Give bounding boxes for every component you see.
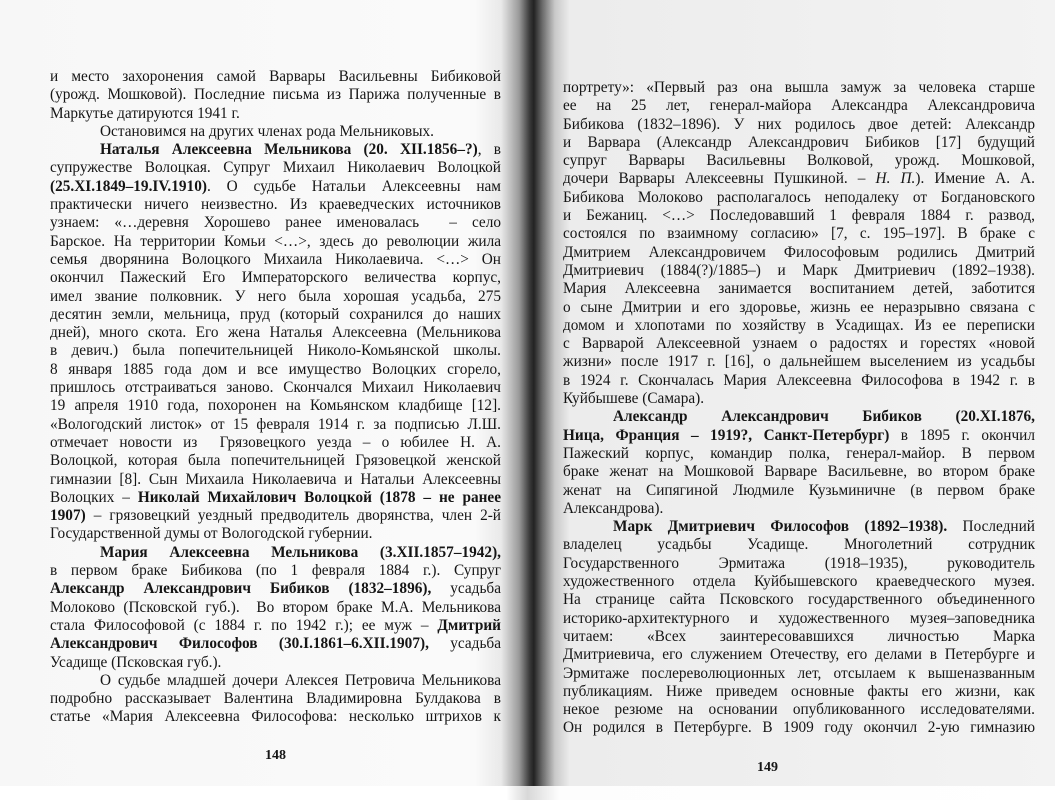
bold-text: Наталья Алексеевна Мельникова (20. XII.1856–?) — [100, 141, 478, 159]
text-line — [50, 525, 501, 543]
text-line — [563, 665, 1035, 683]
text: – грязовецкий уездный предводитель дворянства, член 2-й — [85, 507, 501, 525]
text: Дмитриевич (1884(?)/1885–) и Марк Дмитриевич (1892–1938). — [563, 261, 1035, 279]
text-line — [50, 690, 501, 708]
text: . О судьбе Натальи Алексеевны нам — [206, 177, 501, 195]
left-page-text — [50, 68, 501, 727]
text-line — [50, 105, 501, 123]
text: На странице сайта Псковского государственного объединенного — [563, 591, 1035, 609]
text-line — [563, 408, 1035, 426]
text: владелец усадьбы Усадище. Многолетний сотрудник — [563, 536, 1035, 554]
text-line — [563, 244, 1035, 262]
text-line — [50, 599, 501, 617]
text: 8 января 1885 года дом и все имущество Волоцких сгорело, — [50, 360, 501, 378]
text: (урожд. Мошковой). Последние письма из Парижа полученные в — [50, 86, 501, 104]
text-line — [563, 170, 1035, 188]
text: в 1895 г. окончил — [889, 426, 1036, 444]
text-line — [563, 225, 1035, 243]
bold-text: 1907) — [50, 507, 86, 525]
text: 19 апреля 1910 года, похоронен на Комьянском кладбище [12]. — [50, 397, 501, 415]
text-line — [50, 178, 501, 196]
text-line — [50, 251, 501, 269]
text-line — [563, 482, 1035, 500]
text-line — [50, 123, 501, 141]
text: женат на Сипягиной Людмиле Кузьминичне (в первом браке — [563, 481, 1035, 499]
text: подробно рассказывает Валентина Владимировна Булдакова в — [50, 690, 501, 708]
text-line — [563, 353, 1035, 371]
text-line — [50, 68, 501, 86]
text: Волоцких – — [50, 488, 138, 506]
text: читаем: «Всех заинтересовавшихся личностью Марка — [563, 627, 1035, 645]
text-line — [50, 86, 501, 104]
text: ). Имение А. А. — [915, 170, 1036, 188]
text-line — [563, 610, 1035, 628]
text: домом и хлопотами по хозяйству в Усадищах. Из ее переписки — [563, 316, 1035, 334]
text: публикациям. Ниже приведем основные факты его жизни, как — [563, 682, 1035, 700]
text: Дмитрием Александровичем Философовым родились Дмитрий — [563, 243, 1035, 261]
text-line — [563, 591, 1035, 609]
scan-bottom-edge — [0, 786, 1055, 800]
text: семья дворянина Волоцкого Михаила Николаевича. <…> Он — [50, 250, 501, 268]
bold-text: Ница, Франция – 1919?, Санкт-Петербург) — [563, 426, 890, 444]
text-line — [563, 445, 1035, 463]
text: гимназии [8]. Сын Михаила Николаевича и Натальи Алексеевны — [50, 470, 501, 488]
text: и Варвара (Александр Александрович Бибиков [17] будущий — [563, 133, 1035, 151]
text: практически ничего неизвестно. Из краеведческих источников — [50, 196, 501, 214]
text-line — [50, 141, 501, 159]
text-line — [563, 719, 1035, 737]
text-line — [50, 471, 501, 489]
text: ее на 25 лет, генерал-майора Александра Александровича — [563, 97, 1035, 115]
text: Молоково (Псковской губ.). Во втором браке М.А. Мельникова — [50, 598, 501, 616]
text: Бибикова (1832–1896). У них родилось двое детей: Александр — [563, 115, 1035, 133]
bold-text: Марк Дмитриевич Философов (1892–1938). — [613, 518, 948, 536]
text-line — [563, 116, 1035, 134]
text: Остановимся на других членах рода Мельниковых. — [100, 122, 434, 140]
text: Государственного Эрмитажа (1918–1935), руководитель — [563, 554, 1035, 572]
text: Волоцкой, которая была попечительницей Грязовецкой женской — [50, 452, 501, 470]
text: Дмитриевича, его служением Отечеству, его делами в Петербурге и — [563, 646, 1035, 664]
text: окончил Пажеский Его Императорского величества корпус, — [50, 269, 501, 287]
text: стала Философовой (с 1884 г. по 1942 г.); ее муж – — [50, 616, 438, 634]
text: «Вологодский листок» от 15 февраля 1914 г. за подписью Л.Ш. — [50, 415, 501, 433]
text: отмечает новости из Грязовецкого уезда – о юбилее Н. А. — [50, 433, 501, 451]
text: , в — [477, 141, 501, 159]
text: супружестве Волоцкая. Супруг Михаил Николаевич Волоцкой — [50, 159, 501, 177]
text-line — [50, 654, 501, 672]
text-line — [563, 207, 1035, 225]
text: узнаем: «…деревня Хорошево ранее именовалась – село — [50, 214, 501, 232]
text-line — [563, 134, 1035, 152]
bold-text: Александрович Философов (30.I.1861–6.XII.1907), — [50, 635, 429, 653]
text-line — [563, 372, 1035, 390]
bold-text: Александр Александрович Бибиков (20.XI.1876, — [613, 408, 1035, 426]
text: жизни» после 1917 г. [16], о дальнейшем выселением из усадьбы — [563, 353, 1035, 371]
text-line — [563, 299, 1035, 317]
text-line — [50, 507, 501, 525]
text-line — [50, 635, 501, 653]
text: историко-архитектурного и художественного музея–заповедника — [563, 609, 1035, 627]
text: в первом браке Бибикова (по 1 февраля 1884 г.). Супруг — [50, 562, 501, 580]
bold-text: Дмитрий — [437, 616, 501, 634]
text-line — [50, 159, 501, 177]
page-number-left: 148 — [265, 748, 286, 763]
text-line — [50, 416, 501, 434]
right-page-text — [563, 79, 1035, 738]
text: портрету»: «Первый раз она вышла замуж за человека старше — [563, 79, 1035, 96]
text-line — [50, 269, 501, 287]
text: дочери Варвары Алексеевны Пушкиной. – — [563, 170, 876, 188]
text-line — [563, 701, 1035, 719]
text: браке женат на Мошковой Варваре Васильевне, во втором браке — [563, 463, 1035, 481]
text-line — [50, 562, 501, 580]
text-line — [563, 152, 1035, 170]
text-line — [563, 97, 1035, 115]
text-line — [50, 708, 501, 726]
text-line — [563, 573, 1035, 591]
text-line — [50, 452, 501, 470]
text-line — [50, 489, 501, 507]
italic-text: Н. П. — [875, 170, 916, 188]
text-line — [50, 324, 501, 342]
text-line — [50, 379, 501, 397]
text-line — [563, 427, 1035, 445]
text-line — [563, 683, 1035, 701]
text: Куйбышеве (Самара). — [563, 390, 705, 408]
text: О судьбе младшей дочери Алексея Петровича Мельникова — [100, 671, 501, 689]
text: статье «Мария Алексеевна Философова: несколько штрихов к — [50, 708, 501, 726]
text-line — [563, 390, 1035, 408]
text-line — [50, 434, 501, 452]
text: Барское. На территории Комьи <…>, здесь до революции жила — [50, 232, 501, 250]
text-line — [563, 189, 1035, 207]
text-line — [563, 646, 1035, 664]
text: и место захоронения самой Варвары Васильевны Бибиковой — [50, 68, 501, 85]
text: Пажеский корпус, командир полка, генерал-майор. В первом — [563, 444, 1035, 462]
text: Бибикова Молоково располагалось неподалеку от Богдановского — [563, 188, 1035, 206]
text: с Варварой Алексеевной узнаем о радостях и горестях «новой — [563, 335, 1035, 353]
text-line — [50, 361, 501, 379]
page-number-right: 149 — [757, 760, 778, 775]
text: дней), много скота. Его жена Наталья Алексеевна (Мельникова — [50, 324, 501, 342]
text: в девич.) была попечительницей Николо-Комьянской школы. — [50, 342, 501, 360]
text: о сыне Дмитрии и его здоровье, жизнь ее неразрывно связана с — [563, 298, 1035, 316]
text-line — [563, 463, 1035, 481]
text-line — [50, 342, 501, 360]
text-line — [563, 555, 1035, 573]
text-line — [563, 280, 1035, 298]
text: супруг Варвары Васильевны Волковой, урожд. Мошковой, — [563, 152, 1035, 170]
bold-text: Александр Александрович Бибиков (1832–1896), — [50, 580, 432, 598]
text-line — [563, 335, 1035, 353]
text: десятин земли, мельница, пруд (который сохранился до наших — [50, 305, 501, 323]
text-line — [563, 79, 1035, 97]
text-line — [50, 580, 501, 598]
text-line — [563, 500, 1035, 518]
text-line — [50, 306, 501, 324]
text: имел звание полковник. У него была хорошая усадьба, 275 — [50, 287, 501, 305]
text-line — [563, 262, 1035, 280]
text: Усадище (Псковская губ.). — [50, 653, 222, 671]
text-line — [563, 536, 1035, 554]
text: Государственной думы от Вологодской губернии. — [50, 525, 373, 543]
text: Мария Алексеевна занимается воспитанием детей, заботится — [563, 280, 1035, 298]
text-line — [50, 672, 501, 690]
text-line — [50, 544, 501, 562]
text-line — [50, 288, 501, 306]
text: в 1924 г. Скончалась Мария Алексеевна Философова в 1942 г. в — [563, 371, 1035, 389]
bold-text: Николай Михайлович Волоцкой (1878 – не ранее — [137, 488, 501, 506]
bold-text: Мария Алексеевна Мельникова (3.XII.1857–1942), — [100, 543, 501, 561]
text-line — [50, 196, 501, 214]
text: состоялся по взаимному согласию» [7, с. 195–197]. В браке с — [563, 225, 1035, 243]
text: художественного отдела Куйбышевского краеведческого музея. — [563, 573, 1035, 591]
text: некое резюме на основании опубликованного исследователями. — [563, 701, 1035, 719]
bold-text: (25.XI.1849–19.IV.1910) — [50, 177, 207, 195]
text: Последний — [947, 518, 1035, 536]
text: усадьба — [428, 635, 501, 653]
text: Он родился в Петербурге. В 1909 году окончил 2-ую гимназию — [563, 719, 1035, 737]
text-line — [50, 233, 501, 251]
text-line — [50, 617, 501, 635]
text-line — [50, 397, 501, 415]
text: Маркутье датируются 1941 г. — [50, 104, 240, 122]
text: и Бежаниц. <…> Последовавший 1 февраля 1884 г. развод, — [563, 207, 1035, 225]
text-line — [563, 518, 1035, 536]
text: пришлось отстраиваться заново. Скончался Михаил Николаевич — [50, 379, 501, 397]
text: Эрмитаже послереволюционных лет, отсылаем к вышеназванным — [563, 664, 1035, 682]
text: усадьба — [431, 580, 501, 598]
text-line — [50, 214, 501, 232]
text: Александрова). — [563, 499, 664, 517]
text-line — [563, 317, 1035, 335]
text-line — [563, 628, 1035, 646]
